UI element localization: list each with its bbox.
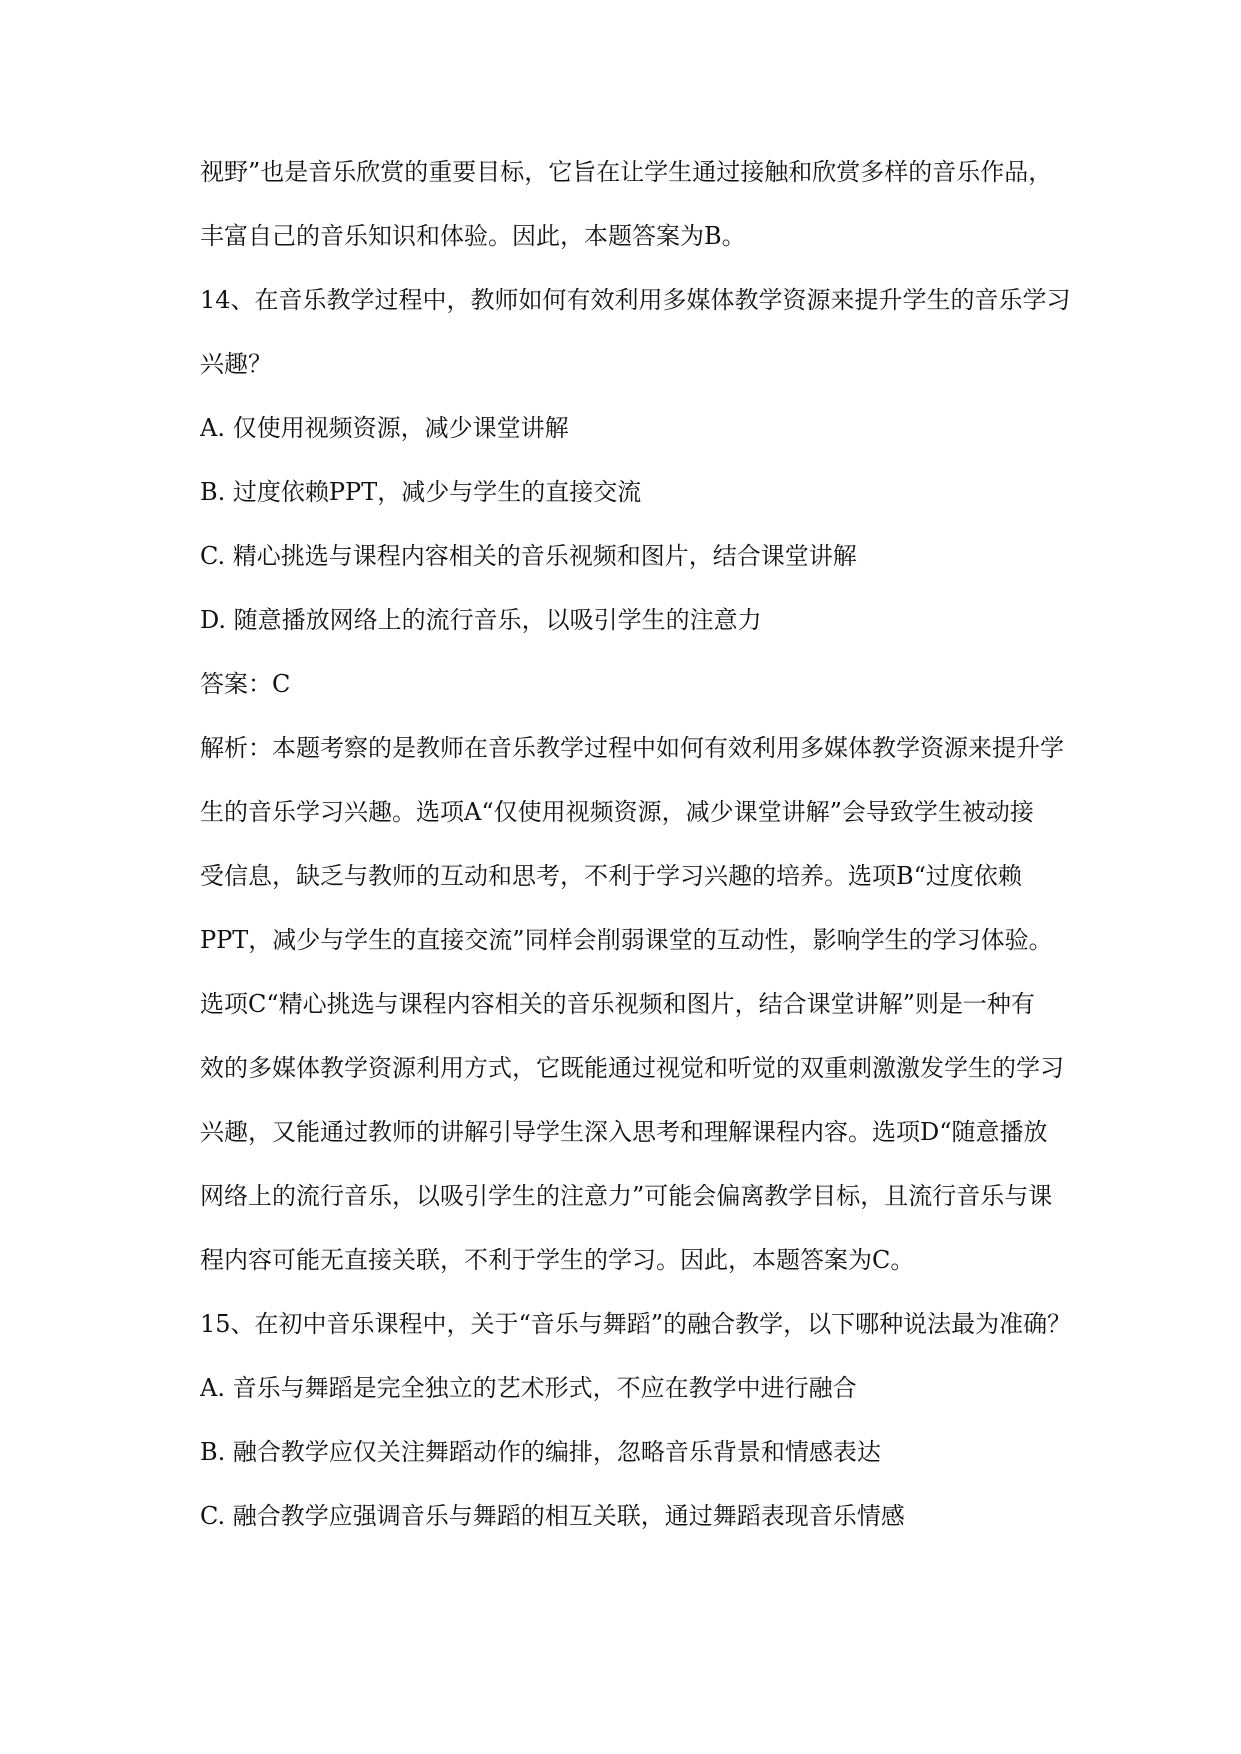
question-14-answer: 答案：C [200, 670, 291, 698]
document-body [200, 140, 1120, 1548]
question-14-stem: 14、在音乐教学过程中，教师如何有效利用多媒体教学资源来提升学生的音乐学习 [200, 286, 1071, 314]
question-14-analysis: 解析：本题考察的是教师在音乐教学过程中如何有效利用多媒体教学资源来提升学 [200, 734, 1064, 762]
question-14-analysis: 程内容可能无直接关联，不利于学生的学习。因此，本题答案为C。 [200, 1246, 915, 1274]
question-15-option-b: B. 融合教学应仅关注舞蹈动作的编排，忽略音乐背景和情感表达 [200, 1438, 881, 1466]
question-15-stem: 15、在初中音乐课程中，关于“音乐与舞蹈”的融合教学，以下哪种说法最为准确？ [200, 1310, 1072, 1338]
text-line: 丰富自己的音乐知识和体验。因此，本题答案为B。 [200, 222, 746, 250]
question-14-analysis: 兴趣，又能通过教师的讲解引导学生深入思考和理解课程内容。选项D“随意播放 [200, 1118, 1048, 1146]
question-14-analysis: 效的多媒体教学资源利用方式，它既能通过视觉和听觉的双重刺激激发学生的学习 [200, 1054, 1064, 1082]
question-14-analysis: PPT，减少与学生的直接交流”同样会削弱课堂的互动性，影响学生的学习体验。 [200, 926, 1053, 954]
question-14-option-d: D. 随意播放网络上的流行音乐，以吸引学生的注意力 [200, 606, 762, 634]
question-14-option-a: A. 仅使用视频资源，减少课堂讲解 [200, 414, 569, 442]
question-14-option-b: B. 过度依赖PPT，减少与学生的直接交流 [200, 478, 642, 506]
text-line: 视野”也是音乐欣赏的重要目标，它旨在让学生通过接触和欣赏多样的音乐作品， [200, 158, 1053, 186]
question-14-analysis: 网络上的流行音乐，以吸引学生的注意力”可能会偏离教学目标，且流行音乐与课 [200, 1182, 1053, 1210]
question-14-option-c: C. 精心挑选与课程内容相关的音乐视频和图片，结合课堂讲解 [200, 542, 857, 570]
question-14-analysis: 选项C“精心挑选与课程内容相关的音乐视频和图片，结合课堂讲解”则是一种有 [200, 990, 1035, 1018]
question-15-option-c: C. 融合教学应强调音乐与舞蹈的相互关联，通过舞蹈表现音乐情感 [200, 1502, 905, 1530]
question-14-stem: 兴趣？ [200, 350, 272, 378]
question-15-option-a: A. 音乐与舞蹈是完全独立的艺术形式，不应在教学中进行融合 [200, 1374, 857, 1402]
question-14-analysis: 受信息，缺乏与教师的互动和思考，不利于学习兴趣的培养。选项B“过度依赖 [200, 862, 1022, 890]
question-14-analysis: 生的音乐学习兴趣。选项A“仅使用视频资源，减少课堂讲解”会导致学生被动接 [200, 798, 1034, 826]
